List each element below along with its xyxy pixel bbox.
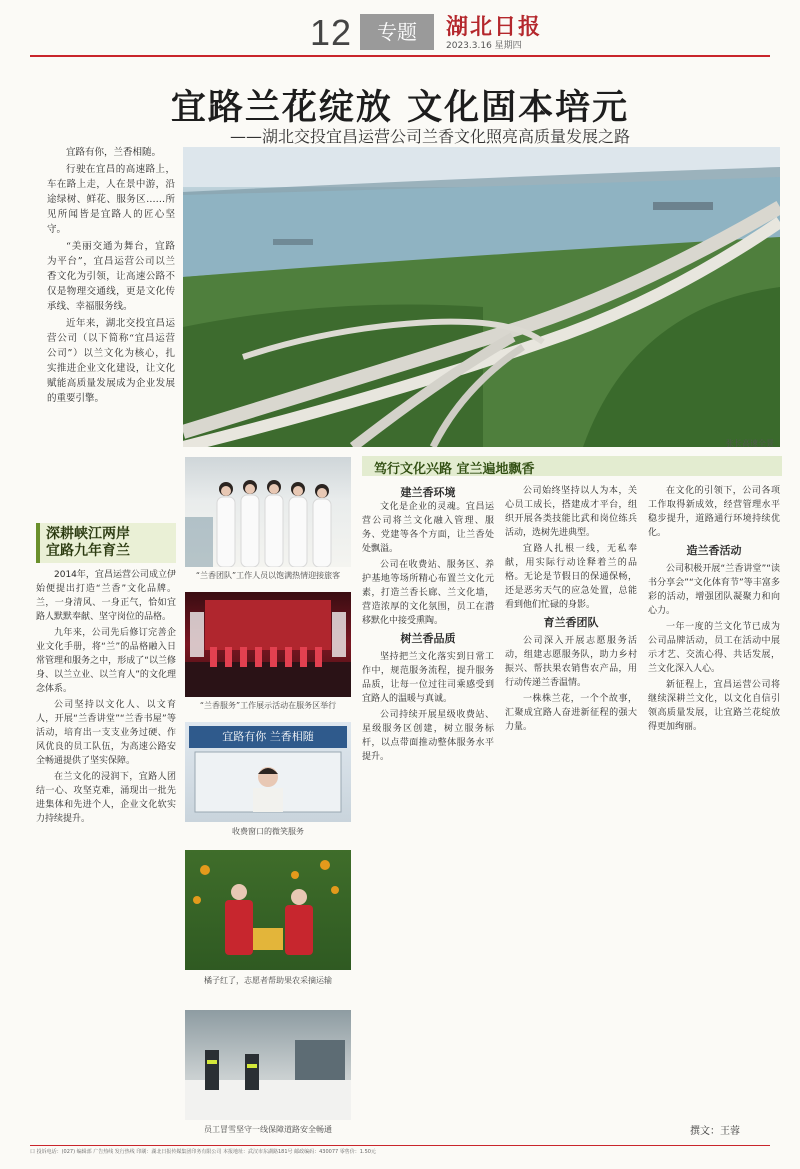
- toll-attendant: [185, 722, 351, 822]
- snow-scene: [185, 1010, 351, 1120]
- right-section-title: 笃行文化兴路 宜兰遍地飘香: [374, 462, 535, 477]
- harvest-scene: [185, 850, 351, 970]
- col-a-paragraph: 文化是企业的灵魂。宜昌运营公司将兰文化融入管理、服务、党建等各个方面，让兰香处处飘溢。: [362, 502, 494, 554]
- article-subtitle: ——湖北交投宜昌运营公司兰香文化照亮高质量发展之路: [230, 127, 631, 146]
- toll-photo-caption: 收费窗口的微笑服务: [232, 827, 304, 836]
- intro-paragraph: “美丽交通为舞台，宜路为平台”，宜昌运营公司以兰香文化为引领，让高速公路不仅是物理交通线，更是文化传承线、幸福服务线。: [47, 241, 175, 312]
- footer-rule: [30, 1145, 770, 1146]
- subheading-quality: 树兰香品质: [400, 632, 456, 645]
- col-a-paragraph: 公司在收费站、服务区、养护基地等场所精心布置兰文化元素，打造兰香长廊、兰文化墙，营造浓厚的文化氛围，员工在潜移默化中接受熏陶。: [362, 560, 494, 626]
- stage-performance: [185, 592, 351, 697]
- subheading-activities: 造兰香活动: [686, 544, 742, 557]
- right-column-a: [362, 500, 494, 766]
- col-c-paragraph: 公司积极开展“兰香讲堂”“读书分享会”“文化体育节”等丰富多彩的活动，增强团队凝聚力和向心力。: [648, 564, 780, 616]
- left-paragraph: 在兰文化的浸润下，宜路人团结一心、攻坚克难，涌现出一批先进集体和先进个人，企业文化软实力持续提升。: [36, 772, 176, 824]
- stage-photo: [185, 592, 351, 697]
- left-section-body: [36, 568, 176, 828]
- team-photo: [185, 457, 351, 567]
- col-a-paragraph: 坚持把兰文化落实到日常工作中，规范服务流程，提升服务品质，让每一位过往司乘感受到宜路人的温暖与真诚。: [362, 652, 494, 704]
- intro-paragraph: 行驶在宜昌的高速路上，车在路上走，人在景中游，沿途绿树、鲜花、服务区……所见所闻皆是宜路人的匠心坚守。: [47, 164, 175, 235]
- left-section-heading: [36, 523, 176, 563]
- toll-sign: 宜路有你 兰香相随: [189, 726, 347, 748]
- highway-aerial-photo: [183, 147, 780, 447]
- aerial-caption: 张长高速全景: [726, 439, 774, 448]
- right-column-c: [648, 484, 780, 736]
- intro-column: [47, 145, 175, 408]
- harvest-photo-caption: 橘子红了，志愿者帮助果农采摘运输: [204, 976, 332, 985]
- orange-harvest-photo: [185, 850, 351, 970]
- left-paragraph: 公司坚持以文化人、以文育人，开展“兰香讲堂”“兰香书屋”等活动，培育出一支支业务过硬、作风优良的员工队伍，为高速公路安全畅通提供了坚实保障。: [36, 700, 176, 766]
- col-b-paragraph: 一株株兰花，一个个故事，汇聚成宜路人奋进新征程的强大力量。: [505, 694, 637, 732]
- header-rule: [30, 55, 770, 57]
- right-column-b: [505, 484, 637, 736]
- right-section-banner: [362, 456, 782, 476]
- col-b-paragraph: 宜路人扎根一线，无私奉献，用实际行动诠释着兰的品格。无论是节假日的保通保畅，还是恶劣天气的应急处置，总能看到他们忙碌的身影。: [505, 544, 637, 610]
- page-footer: 口 投诉电话：(027) 编辑部 广告热线 发行热线 印刷：湖北日报传媒集团印务有限公司 本报地址：武汉市东湖路181号 邮政编码：430077 零售价：1.50元: [30, 1149, 376, 1155]
- left-paragraph: 2014年，宜昌运营公司成立伊始便提出打造“兰香”文化品牌。兰，一身清风、一身正气，恰如宜路人默默奉献、坚守岗位的品格。: [36, 570, 176, 622]
- intro-paragraph: 宜路有你，兰香相随。: [66, 147, 162, 158]
- col-a-paragraph: 公司持续开展星级收费站、星级服务区创建，树立服务标杆，以点带面推动整体服务水平提升。: [362, 710, 494, 762]
- editor-credit: 撰文：王蓉: [690, 1126, 740, 1137]
- col-c-paragraph: 新征程上，宜昌运营公司将继续深耕兰文化，以文化自信引领高质量发展，让宜路兰花绽放得更加绚丽。: [648, 680, 780, 732]
- col-c-paragraph: 在文化的引领下，公司各项工作取得新成效，经营管理水平稳步提升，道路通行环境持续优化。: [648, 486, 780, 538]
- article-title: 宜路兰花绽放 文化固本培元: [170, 87, 630, 128]
- snow-duty-photo: [185, 1010, 351, 1120]
- left-heading-line2: 宜路九年育兰: [46, 543, 130, 559]
- highway-illustration: [183, 147, 780, 447]
- section-tag: 专题: [360, 14, 434, 50]
- newspaper-logo: 湖北日报: [446, 14, 543, 40]
- page-header: [0, 0, 800, 60]
- left-heading-line1: 深耕峡江两岸: [46, 526, 130, 542]
- snow-photo-caption: 员工冒雪坚守一线保障道路安全畅通: [204, 1125, 332, 1134]
- subheading-environment: 建兰香环境: [400, 486, 456, 499]
- team-photo-caption: “兰香团队”工作人员以饱满热情迎接旅客: [195, 571, 341, 580]
- col-c-paragraph: 一年一度的兰文化节已成为公司品牌活动，员工在活动中展示才艺、交流心得、共话发展，兰文化深入人心。: [648, 622, 780, 674]
- team-figures: [185, 457, 351, 567]
- issue-date: 2023.3.16 星期四: [446, 41, 522, 51]
- col-b-paragraph: 公司深入开展志愿服务活动，组建志愿服务队，助力乡村振兴、帮扶果农销售农产品，用行动传递兰香温情。: [505, 636, 637, 688]
- left-paragraph: 九年来，公司先后修订完善企业文化手册，将“兰”的品格融入日常管理和服务之中，形成了“以兰修身、以兰立业、以兰育人”的文化理念体系。: [36, 628, 176, 694]
- subheading-team: 育兰香团队: [543, 616, 599, 629]
- intro-paragraph: 近年来，湖北交投宜昌运营公司（以下简称“宜昌运营公司”）以兰文化为核心，扎实推进企业文化建设，让文化赋能高质量发展成为企业发展的重要引擎。: [47, 318, 175, 404]
- stage-photo-caption: “兰香服务”工作展示活动在服务区举行: [199, 701, 337, 710]
- page-number: 12: [310, 12, 353, 53]
- toll-booth-photo: [185, 722, 351, 822]
- col-b-paragraph: 公司始终坚持以人为本，关心员工成长，搭建成才平台，组织开展各类技能比武和岗位练兵活动，选树先进典型。: [505, 486, 637, 538]
